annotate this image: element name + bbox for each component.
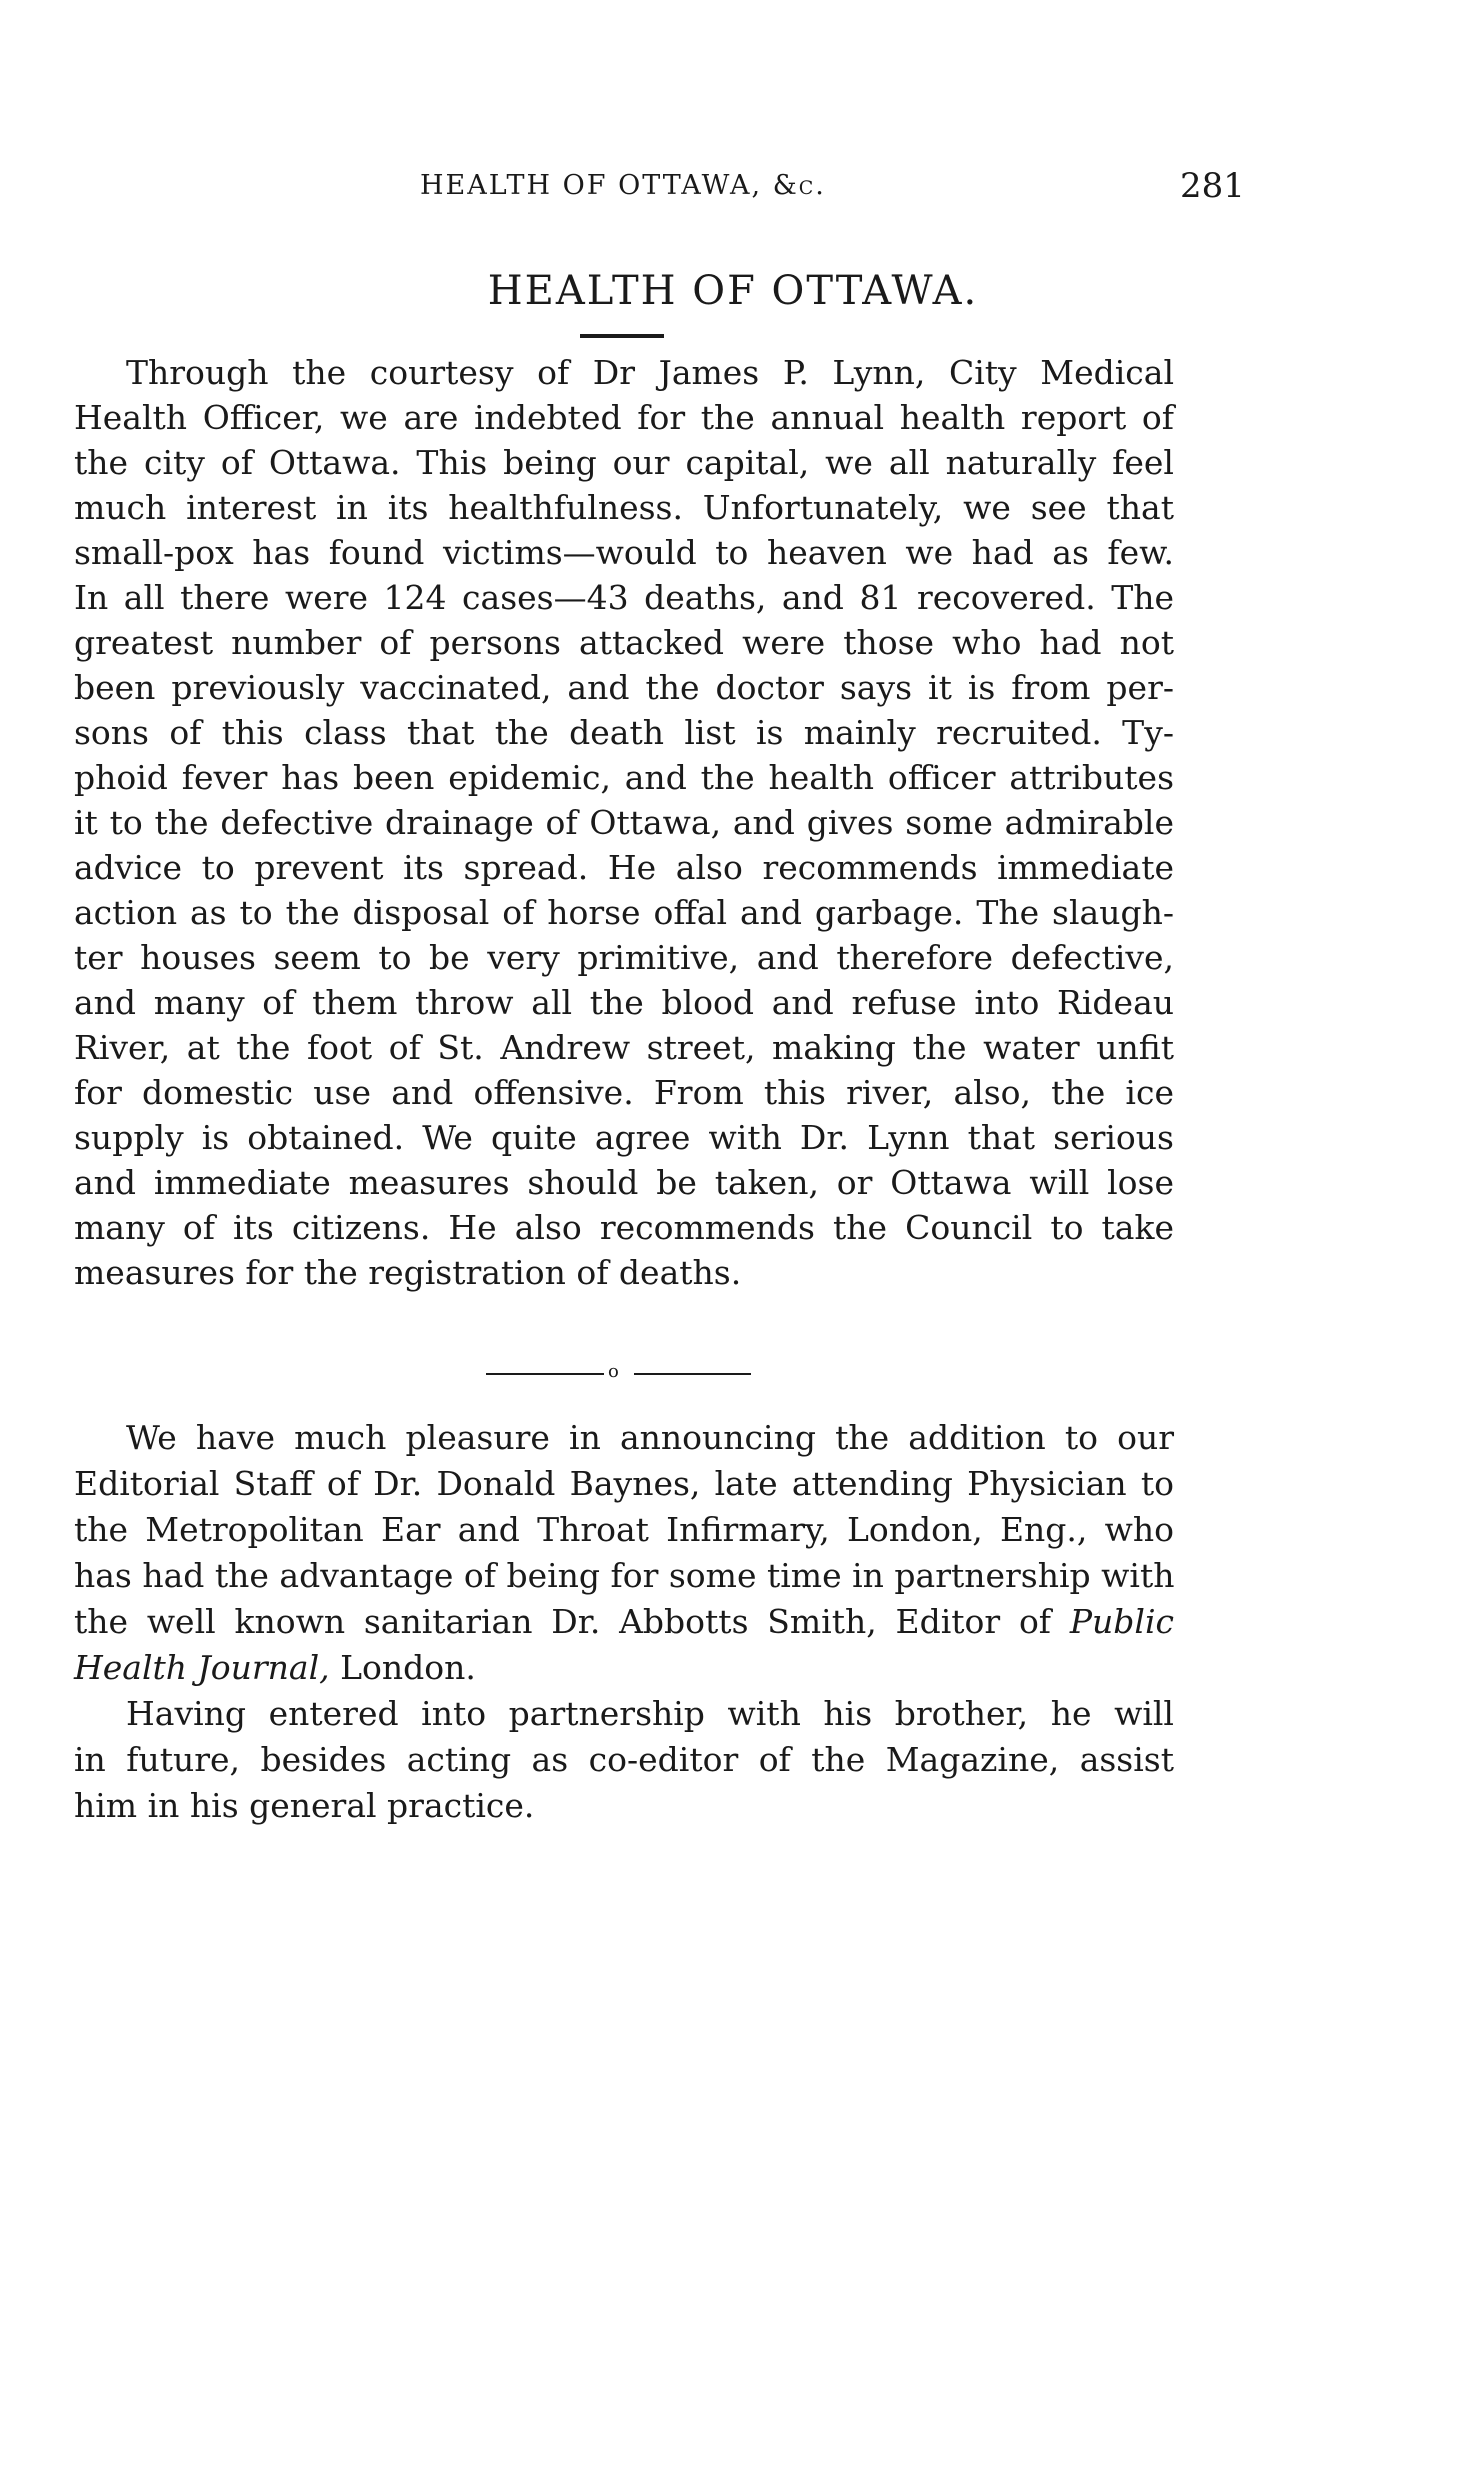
title-rule [580, 334, 664, 338]
text-line: greatest number of persons attacked were those who had not [74, 623, 1174, 662]
text-line: many of its citizens. He also recommends the Council to take [74, 1208, 1174, 1247]
text-line: the Metropolitan Ear and Throat Infirmary, London, Eng., who [74, 1510, 1174, 1549]
text-line: has had the advantage of being for some time in partnership with [74, 1556, 1175, 1595]
page-number: 281 [1180, 166, 1245, 206]
text-line: Editorial Staff of Dr. Donald Baynes, late attending Physician to [74, 1464, 1174, 1503]
article-title: HEALTH OF OTTAWA. [487, 268, 979, 314]
text-line: We have much pleasure in announcing the addition to our [126, 1418, 1174, 1457]
text-line: Having entered into partnership with his brother, he will [126, 1694, 1174, 1733]
journal-title-italic: Health Journal, [74, 1648, 330, 1687]
article-body-editorial-staff [74, 1415, 1174, 1829]
text-line: supply is obtained. We quite agree with Dr. Lynn that serious [74, 1118, 1174, 1157]
section-separator [486, 1363, 751, 1385]
text-line-with-italic [74, 1599, 1174, 1645]
text-line-with-italic [74, 1645, 1174, 1691]
text-segment: the well known sanitarian Dr. Abbotts Smith, Editor of [74, 1602, 1052, 1641]
text-line: sons of this class that the death list is mainly recruited. Ty- [74, 713, 1174, 752]
journal-title-italic: Public [1069, 1602, 1174, 1641]
text-line: the city of Ottawa. This being our capital, we all naturally feel [74, 443, 1174, 482]
text-line: been previously vaccinated, and the doctor says it is from per- [74, 668, 1174, 707]
text-line: it to the defective drainage of Ottawa, and gives some admirable [74, 803, 1174, 842]
text-line: small-pox has found victims—would to heaven we had as few. [74, 533, 1174, 572]
article-body-health-of-ottawa [74, 350, 1174, 1295]
text-line: for domestic use and offensive. From this river, also, the ice [74, 1073, 1174, 1112]
text-line: phoid fever has been epidemic, and the health officer attributes [74, 758, 1174, 797]
text-line: ter houses seem to be very primitive, and therefore defective, [74, 938, 1174, 977]
text-line: much interest in its healthfulness. Unfortunately, we see that [74, 488, 1174, 527]
text-line: advice to prevent its spread. He also recommends immediate [74, 848, 1174, 887]
separator-mark: o [608, 1361, 619, 1382]
text-line: and immediate measures should be taken, or Ottawa will lose [74, 1163, 1174, 1202]
text-line: and many of them throw all the blood and refuse into Rideau [74, 983, 1174, 1022]
text-line: in future, besides acting as co-editor of the Magazine, assist [74, 1740, 1174, 1779]
separator-rule-right [634, 1373, 751, 1375]
text-line: Health Officer, we are indebted for the annual health report of [74, 398, 1174, 437]
separator-rule-left [486, 1373, 604, 1375]
text-line: Through the courtesy of Dr James P. Lynn, City Medical [126, 353, 1174, 392]
running-head: HEALTH OF OTTAWA, &c. [420, 170, 826, 201]
text-segment: London. [340, 1648, 476, 1687]
text-line: action as to the disposal of horse offal and garbage. The slaugh- [74, 893, 1174, 932]
text-line: him in his general practice. [74, 1786, 535, 1825]
text-line: measures for the registration of deaths. [74, 1253, 742, 1292]
text-line: River, at the foot of St. Andrew street, making the water unfit [74, 1028, 1174, 1067]
text-line: In all there were 124 cases—43 deaths, and 81 recovered. The [74, 578, 1174, 617]
